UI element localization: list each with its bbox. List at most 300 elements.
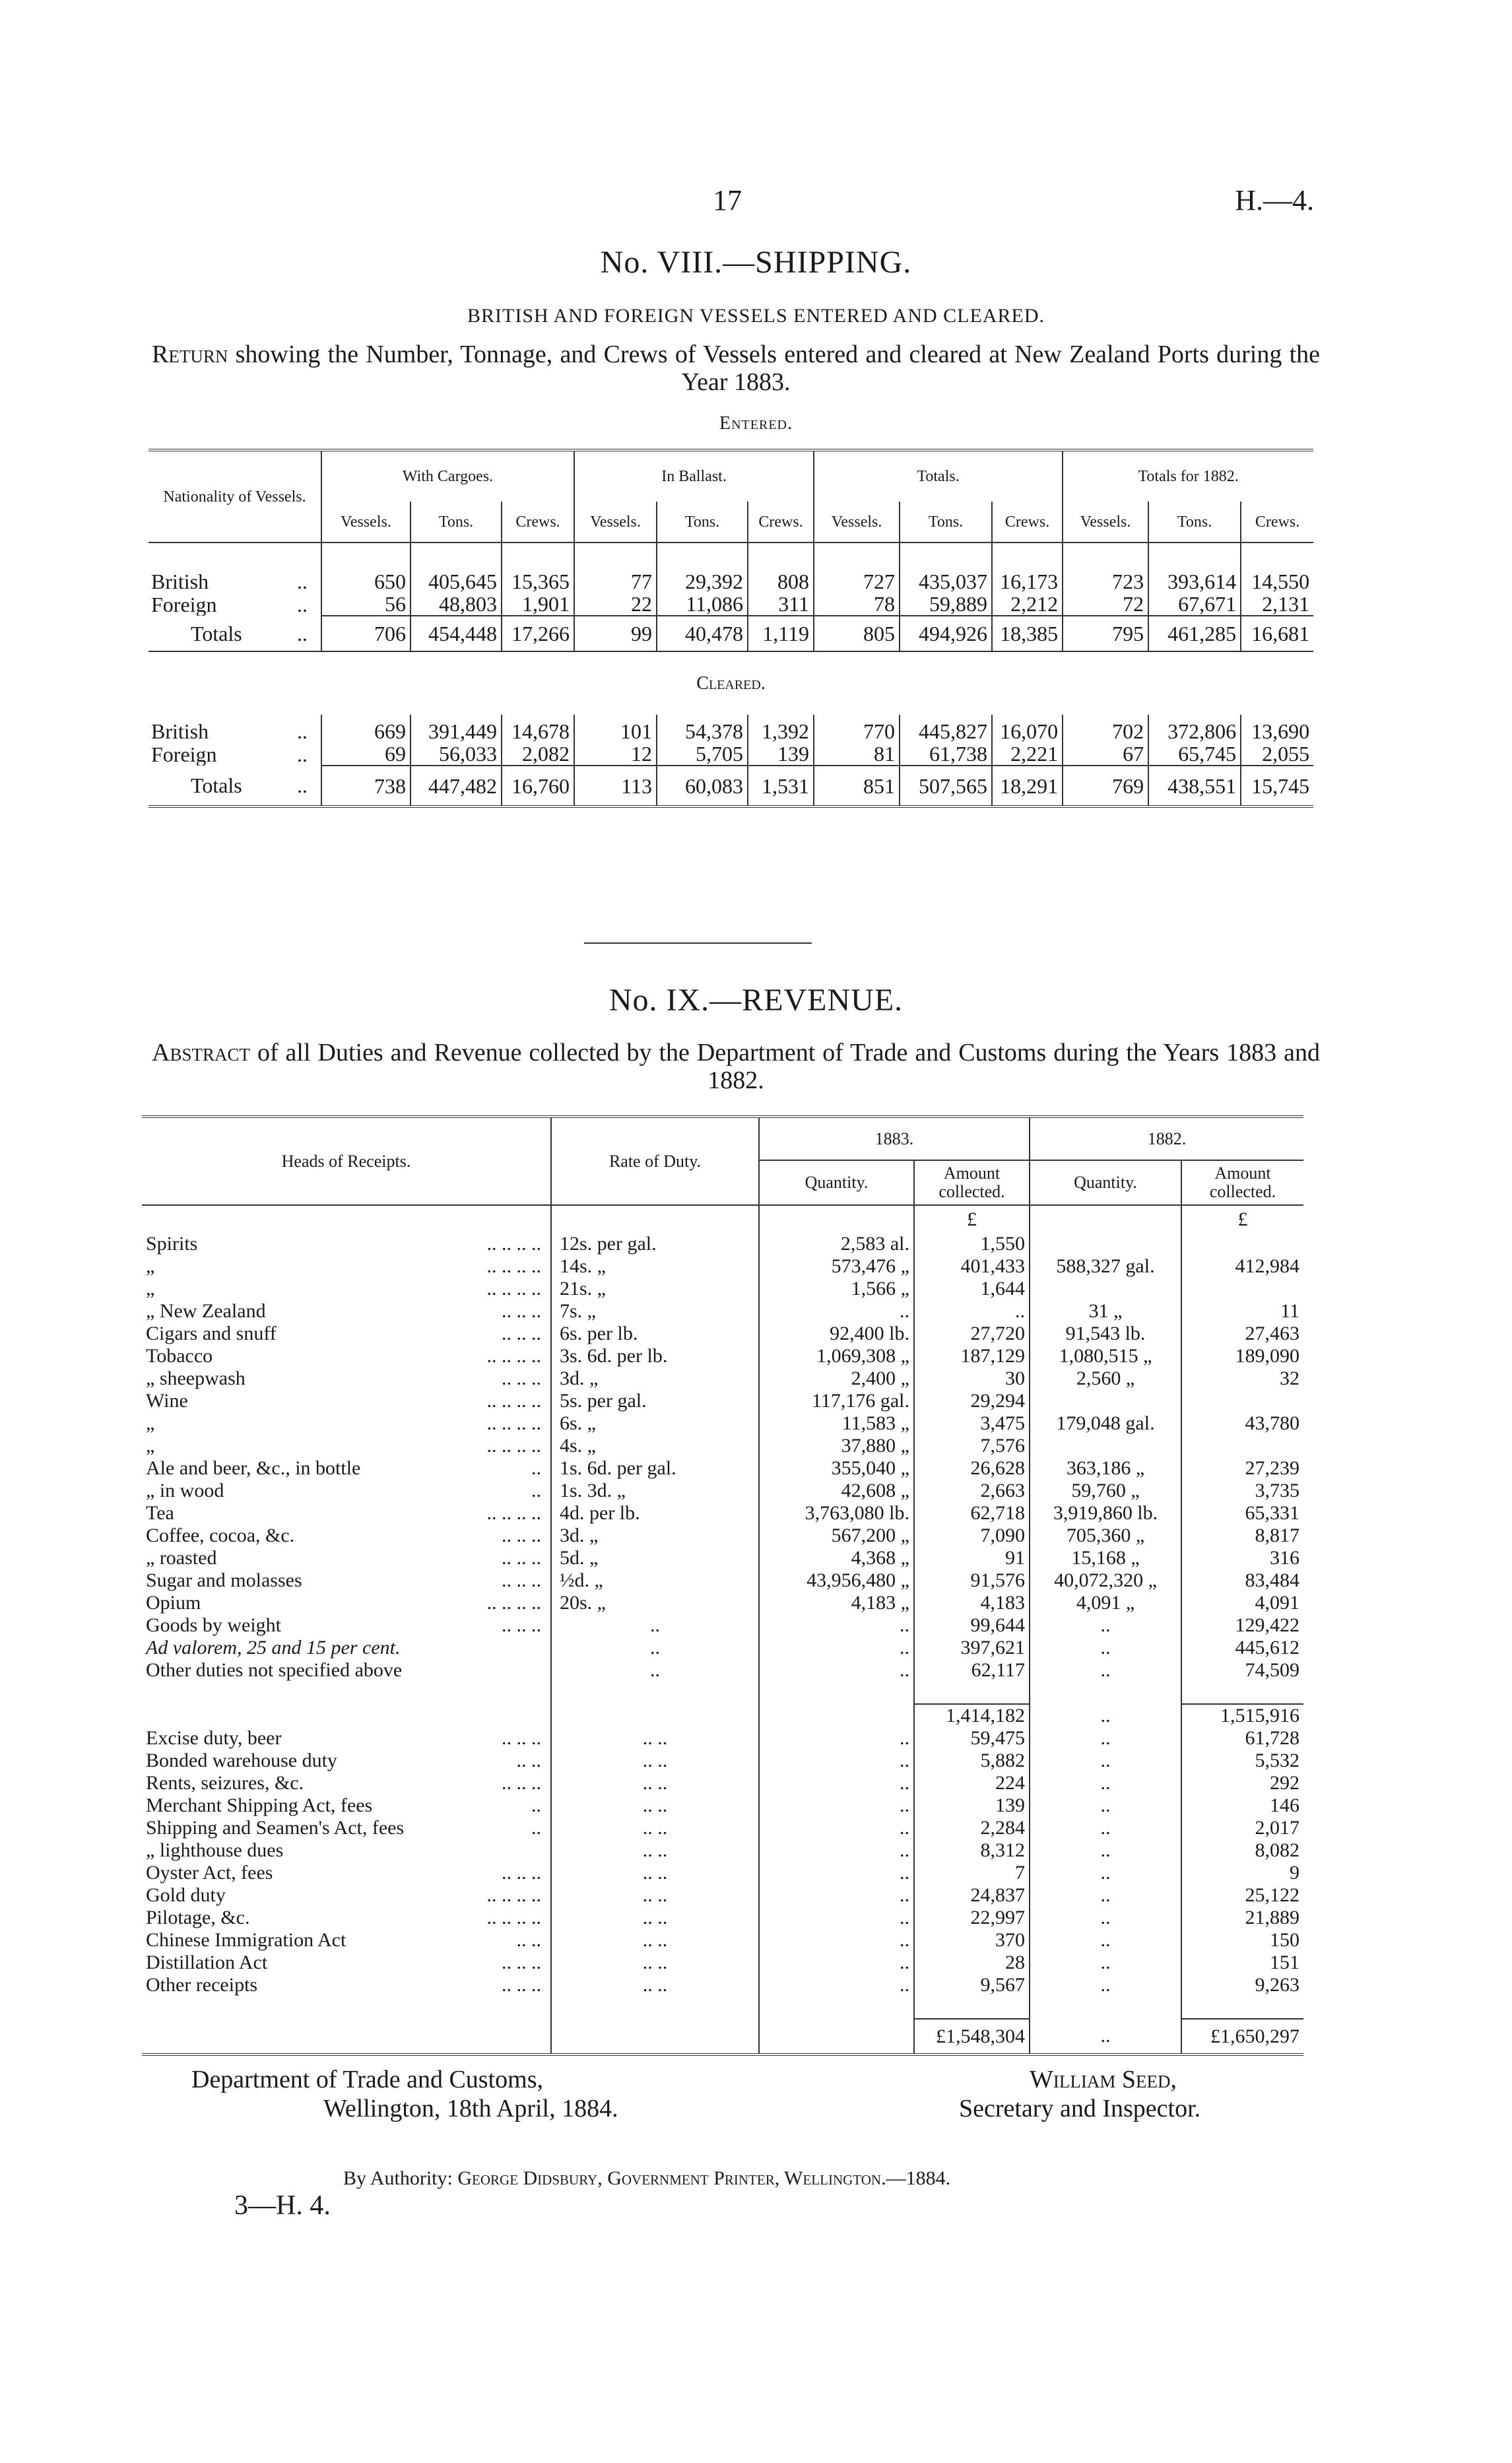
cell-a82 [1181, 1390, 1303, 1412]
cell-a82: 4,091 [1181, 1592, 1303, 1614]
receipt-head: Gold duty [146, 1884, 226, 1906]
cell-value: 13,690 [1241, 720, 1313, 742]
cell-rate: .. [551, 1637, 759, 1659]
cell-a82: 150 [1181, 1929, 1303, 1952]
cell-q83: .. [759, 1772, 914, 1794]
cell-rate: .. [551, 1659, 759, 1682]
cell-q82: .. [1030, 1637, 1181, 1659]
leader-dots: .. .. .. [502, 1614, 541, 1636]
leader-dots: .. .. .. .. [486, 1278, 541, 1299]
cell-a82 [1181, 1278, 1303, 1300]
revenue-row [142, 1884, 1303, 1907]
cell-value: 139 [748, 742, 814, 766]
cell-rate: 21s. „ [551, 1278, 759, 1300]
revenue-row [142, 1547, 1303, 1569]
revenue-description-text: of all Duties and Revenue collected by the Department of Trade and Customs during the Years 1883 and 1882. [257, 1039, 1320, 1094]
cell-q83: .. [759, 1750, 914, 1772]
revenue-row [142, 1345, 1303, 1367]
receipt-head: Wine [146, 1390, 188, 1412]
leader-dots: .. .. .. [502, 1300, 541, 1322]
cell-a82: 316 [1181, 1547, 1303, 1569]
cell-value: 15,745 [1241, 766, 1313, 806]
cell-value: 54,378 [657, 720, 748, 742]
receipt-head: Merchant Shipping Act, fees [146, 1794, 373, 1816]
nationality-row [148, 570, 1313, 593]
cell-rate: .. .. [551, 1794, 759, 1817]
cell-value: 2,082 [502, 742, 574, 766]
receipt-head: Sugar and molasses [146, 1569, 302, 1591]
sub-header-crews: Crews. [748, 502, 814, 542]
leader-dots: .. .. [516, 1929, 541, 1951]
cell-value: 18,385 [992, 616, 1063, 651]
leader-dots: .. .. .. [502, 1547, 541, 1569]
leader-dots: .. [297, 593, 308, 616]
receipt-head: „ [146, 1255, 155, 1277]
revenue-row [142, 1569, 1303, 1592]
revenue-row [142, 1614, 1303, 1637]
cell-q83: .. [759, 1817, 914, 1839]
cell-rate: .. .. [551, 1952, 759, 1974]
sub-header-crews: Crews. [1241, 502, 1313, 542]
cell-value: 77 [574, 570, 657, 593]
cell-value: 738 [321, 766, 411, 806]
cell-a83: 24,837 [914, 1884, 1030, 1907]
sheet-reference: 3—H. 4. [234, 2190, 331, 2221]
revenue-description [152, 1039, 1320, 1094]
revenue-row [142, 1952, 1303, 1974]
quantity-1883-header: Quantity. [759, 1160, 914, 1205]
cell-rate: 5s. per gal. [551, 1390, 759, 1412]
cell-a82: 151 [1181, 1952, 1303, 1974]
cell-a82 [1181, 1435, 1303, 1457]
cell-value: 69 [321, 742, 411, 766]
page-number: 17 [713, 184, 742, 216]
receipt-head: Tobacco [146, 1345, 213, 1367]
cell-rate: .. .. [551, 1884, 759, 1907]
row-label: British [151, 570, 209, 593]
cell-rate: 20s. „ [551, 1592, 759, 1614]
cell-value: 770 [814, 720, 900, 742]
cell-q83: .. [759, 1659, 914, 1682]
leader-dots: .. [531, 1457, 541, 1479]
cell-a83: 224 [914, 1772, 1030, 1794]
currency-symbol: £ [1181, 1205, 1303, 1233]
cell-a83: 8,312 [914, 1839, 1030, 1862]
cell-value: 5,705 [657, 742, 748, 766]
cell-a82: 25,122 [1181, 1884, 1303, 1907]
cell-a82: 83,484 [1181, 1569, 1303, 1592]
cell-value: 16,760 [502, 766, 574, 806]
cell-value: 393,614 [1148, 570, 1241, 593]
subtotal-a82: 1,515,916 [1181, 1704, 1303, 1727]
cell-q82: 4,091 „ [1030, 1592, 1181, 1614]
receipt-head: Distillation Act [146, 1952, 268, 1973]
receipt-head: Coffee, cocoa, &c. [146, 1525, 295, 1546]
receipt-head: „ lighthouse dues [146, 1839, 284, 1861]
revenue-row [142, 1929, 1303, 1952]
cell-q83: .. [759, 1614, 914, 1637]
signatory-name: William Seed, [1030, 2066, 1177, 2093]
cell-a82: 61,728 [1181, 1727, 1303, 1750]
cell-value: 16,681 [1241, 616, 1313, 651]
cell-q83: 1,566 „ [759, 1278, 914, 1300]
cell-q83: .. [759, 1637, 914, 1659]
cell-value: 72 [1063, 593, 1148, 616]
cell-rate: 1s. 3d. „ [551, 1480, 759, 1502]
cell-q82: 3,919,860 lb. [1030, 1502, 1181, 1525]
shipping-description-text: showing the Number, Tonnage, and Crews of Vessels entered and cleared at New Zealand Ports during the Year 1883. [235, 341, 1321, 396]
cell-a83: 99,644 [914, 1614, 1030, 1637]
leader-dots: .. .. .. [502, 1862, 541, 1884]
row-label: Foreign [151, 593, 217, 616]
cell-a82: 412,984 [1181, 1255, 1303, 1278]
receipt-head: Ad valorem, 25 and 15 per cent. [146, 1637, 401, 1658]
revenue-row [142, 1974, 1303, 1996]
cell-q82: .. [1030, 1862, 1181, 1884]
revenue-row [142, 1862, 1303, 1884]
cell-a83: 7,576 [914, 1435, 1030, 1457]
leader-dots: .. .. .. .. [486, 1502, 541, 1524]
cell-q83: 3,763,080 lb. [759, 1502, 914, 1525]
cell-a82: 32 [1181, 1367, 1303, 1390]
cell-a82: 21,889 [1181, 1907, 1303, 1929]
cell-a82: 27,463 [1181, 1323, 1303, 1345]
cell-value: 461,285 [1148, 616, 1241, 651]
cell-value: 48,803 [411, 593, 502, 616]
cell-value: 56 [321, 593, 411, 616]
cell-value: 67 [1063, 742, 1148, 766]
receipt-head: Oyster Act, fees [146, 1862, 273, 1884]
leader-dots: .. .. .. [502, 1367, 541, 1389]
leader-dots: .. .. .. [502, 1772, 541, 1794]
cell-rate: .. .. [551, 1727, 759, 1750]
cell-value: 81 [814, 742, 900, 766]
cell-q82: 588,327 gal. [1030, 1255, 1181, 1278]
cell-a82: 8,817 [1181, 1525, 1303, 1547]
leader-dots: .. [297, 720, 308, 742]
cell-a83: 370 [914, 1929, 1030, 1952]
cell-value: 56,033 [411, 742, 502, 766]
cell-value: 1,531 [748, 766, 814, 806]
cell-a83: 62,117 [914, 1659, 1030, 1682]
cell-value: 99 [574, 616, 657, 651]
cell-rate: .. .. [551, 1817, 759, 1839]
group-header-in-ballast: In Ballast. [574, 450, 814, 502]
sub-header-tons: Tons. [657, 502, 748, 542]
cell-value: 851 [814, 766, 900, 806]
cell-value: 65,745 [1148, 742, 1241, 766]
receipt-head: Bonded warehouse duty [146, 1750, 337, 1771]
cell-value: 60,083 [657, 766, 748, 806]
cell-value: 808 [748, 570, 814, 593]
authority-prefix: By Authority: [343, 2167, 453, 2189]
abstract-word: Abstract [152, 1039, 250, 1067]
receipt-head: „ New Zealand [146, 1300, 266, 1322]
cell-q82: .. [1030, 1929, 1181, 1952]
subtotal-q82: .. [1030, 1704, 1181, 1727]
cell-rate: 3s. 6d. per lb. [551, 1345, 759, 1367]
cell-a83: 26,628 [914, 1457, 1030, 1480]
receipt-head: Excise duty, beer [146, 1727, 282, 1749]
cell-q83: 37,880 „ [759, 1435, 914, 1457]
receipt-head: „ [146, 1435, 155, 1457]
sub-header-crews: Crews. [992, 502, 1063, 542]
subtotal-a83: 1,414,182 [914, 1704, 1030, 1727]
cell-q82: 1,080,515 „ [1030, 1345, 1181, 1367]
cell-value: 14,678 [502, 720, 574, 742]
cell-a82: 8,082 [1181, 1839, 1303, 1862]
cell-q82 [1030, 1233, 1181, 1255]
leader-dots: .. .. .. .. [486, 1233, 541, 1255]
cell-value: 372,806 [1148, 720, 1241, 742]
cell-q83: .. [759, 1952, 914, 1974]
cell-value: 311 [748, 593, 814, 616]
grand-total-q82: .. [1030, 2019, 1181, 2054]
cell-rate: 3d. „ [551, 1367, 759, 1390]
leader-dots: .. [297, 621, 308, 645]
cell-value: 669 [321, 720, 411, 742]
cell-q83: .. [759, 1929, 914, 1952]
cell-a82: 129,422 [1181, 1614, 1303, 1637]
shipping-title: No. VIII.—SHIPPING. [600, 245, 912, 280]
cell-value: 22 [574, 593, 657, 616]
cell-q82: .. [1030, 1614, 1181, 1637]
revenue-row [142, 1300, 1303, 1323]
revenue-row [142, 1390, 1303, 1412]
cell-rate: 1s. 6d. per gal. [551, 1457, 759, 1480]
leader-dots: .. .. .. [502, 1525, 541, 1546]
cell-rate: .. .. [551, 1929, 759, 1952]
cleared-label: Cleared. [148, 651, 1313, 715]
cell-q83: .. [759, 1727, 914, 1750]
shipping-table [148, 449, 1313, 808]
cell-a82: 189,090 [1181, 1345, 1303, 1367]
totals-row [148, 616, 1313, 651]
cell-value: 650 [321, 570, 411, 593]
cell-value: 507,565 [900, 766, 992, 806]
cell-rate: .. .. [551, 1862, 759, 1884]
cell-a83: 30 [914, 1367, 1030, 1390]
receipt-head: Opium [146, 1592, 201, 1614]
cell-rate: 6s. „ [551, 1412, 759, 1435]
cell-a82: 27,239 [1181, 1457, 1303, 1480]
cell-a83: .. [914, 1300, 1030, 1323]
cell-q82: .. [1030, 1907, 1181, 1929]
group-header-totals-1882: Totals for 1882. [1063, 450, 1313, 502]
leader-dots: .. [297, 570, 308, 593]
revenue-row [142, 1907, 1303, 1929]
cell-a83: 139 [914, 1794, 1030, 1817]
cell-a83: 401,433 [914, 1255, 1030, 1278]
receipt-head: Pilotage, &c. [146, 1907, 250, 1928]
cell-rate: .. .. [551, 1750, 759, 1772]
revenue-row [142, 1412, 1303, 1435]
cell-value: 17,266 [502, 616, 574, 651]
cell-q83: 4,183 „ [759, 1592, 914, 1614]
cell-value: 16,173 [992, 570, 1063, 593]
cell-q82: .. [1030, 1817, 1181, 1839]
cell-q83: 92,400 lb. [759, 1323, 914, 1345]
cell-q83: .. [759, 1300, 914, 1323]
cell-value: 18,291 [992, 766, 1063, 806]
cell-q83: 117,176 gal. [759, 1390, 914, 1412]
customs-subtotal-row [142, 1704, 1303, 1727]
revenue-row [142, 1794, 1303, 1817]
revenue-row [142, 1255, 1303, 1278]
cell-q82: 31 „ [1030, 1300, 1181, 1323]
cell-value: 445,827 [900, 720, 992, 742]
cell-rate: .. .. [551, 1974, 759, 1996]
receipt-head: Chinese Immigration Act [146, 1929, 346, 1951]
cell-a83: 59,475 [914, 1727, 1030, 1750]
cell-value: 14,550 [1241, 570, 1313, 593]
cell-value: 391,449 [411, 720, 502, 742]
receipt-head: Spirits [146, 1233, 198, 1255]
receipt-head: Goods by weight [146, 1614, 281, 1636]
revenue-row [142, 1727, 1303, 1750]
cell-value: 67,671 [1148, 593, 1241, 616]
revenue-row [142, 1659, 1303, 1682]
revenue-row [142, 1817, 1303, 1839]
cell-value: 447,482 [411, 766, 502, 806]
leader-dots: .. [297, 773, 308, 797]
authority-text: George Didsbury, Government Printer, Wellington.—1884. [457, 2167, 951, 2189]
revenue-row [142, 1637, 1303, 1659]
sub-header-vessels: Vessels. [321, 502, 411, 542]
cell-a83: 91,576 [914, 1569, 1030, 1592]
nationality-row [148, 742, 1313, 766]
revenue-row [142, 1750, 1303, 1772]
cell-rate: .. .. [551, 1772, 759, 1794]
cell-rate: 4d. per lb. [551, 1502, 759, 1525]
cell-q83: 355,040 „ [759, 1457, 914, 1480]
leader-dots: .. [297, 742, 308, 766]
nationality-row [148, 593, 1313, 616]
revenue-row [142, 1772, 1303, 1794]
cell-value: 702 [1063, 720, 1148, 742]
cell-q83: .. [759, 1907, 914, 1929]
revenue-row [142, 1435, 1303, 1457]
cell-value: 12 [574, 742, 657, 766]
receipt-head: „ [146, 1278, 155, 1299]
cell-value: 61,738 [900, 742, 992, 766]
revenue-table [142, 1115, 1303, 2056]
sub-header-crews: Crews. [502, 502, 574, 542]
year-1883-header: 1883. [759, 1117, 1030, 1160]
leader-dots: .. .. .. [502, 1727, 541, 1749]
cell-q83: 4,368 „ [759, 1547, 914, 1569]
cell-q82: 2,560 „ [1030, 1367, 1181, 1390]
grand-total-a82: £1,650,297 [1181, 2019, 1303, 2054]
nationality-row [148, 720, 1313, 742]
leader-dots: .. .. .. .. [486, 1390, 541, 1412]
cell-q83: .. [759, 1974, 914, 1996]
leader-dots: .. .. .. [502, 1569, 541, 1591]
cell-a83: 29,294 [914, 1390, 1030, 1412]
cell-value: 59,889 [900, 593, 992, 616]
shipping-subtitle: BRITISH AND FOREIGN VESSELS ENTERED AND CLEARED. [467, 305, 1045, 327]
cell-value: 405,645 [411, 570, 502, 593]
cell-value: 1,392 [748, 720, 814, 742]
cell-q82: 363,186 „ [1030, 1457, 1181, 1480]
cell-q82: 179,048 gal. [1030, 1412, 1181, 1435]
sub-header-vessels: Vessels. [1063, 502, 1148, 542]
return-word: Return [152, 341, 228, 368]
cell-value: 1,901 [502, 593, 574, 616]
leader-dots: .. .. .. .. [486, 1435, 541, 1457]
cell-value: 1,119 [748, 616, 814, 651]
cell-a83: 1,644 [914, 1278, 1030, 1300]
sub-header-row [148, 502, 1313, 542]
cell-value: 795 [1063, 616, 1148, 651]
leader-dots: .. .. .. .. [486, 1255, 541, 1277]
heads-of-receipts-header: Heads of Receipts. [142, 1117, 551, 1205]
cell-rate: 12s. per gal. [551, 1233, 759, 1255]
leader-dots: .. .. .. [502, 1323, 541, 1344]
cell-value: 2,221 [992, 742, 1063, 766]
cell-q83: 1,069,308 „ [759, 1345, 914, 1367]
cell-value: 438,551 [1148, 766, 1241, 806]
cell-a83: 2,663 [914, 1480, 1030, 1502]
cell-q82: .. [1030, 1974, 1181, 1996]
cell-q82: .. [1030, 1750, 1181, 1772]
cell-value: 494,926 [900, 616, 992, 651]
sub-header-tons: Tons. [900, 502, 992, 542]
cell-value: 11,086 [657, 593, 748, 616]
cell-a82: 43,780 [1181, 1412, 1303, 1435]
department-line-1: Department of Trade and Customs, [191, 2066, 544, 2093]
cell-a82: 65,331 [1181, 1502, 1303, 1525]
cell-q83: .. [759, 1794, 914, 1817]
cell-a83: 3,475 [914, 1412, 1030, 1435]
cell-a82: 74,509 [1181, 1659, 1303, 1682]
cell-a83: 28 [914, 1952, 1030, 1974]
cell-q83: 573,476 „ [759, 1255, 914, 1278]
cell-a82 [1181, 1233, 1303, 1255]
sub-header-vessels: Vessels. [574, 502, 657, 542]
cell-q82: .. [1030, 1952, 1181, 1974]
receipt-head: Shipping and Seamen's Act, fees [146, 1817, 405, 1839]
cell-rate: .. .. [551, 1907, 759, 1929]
leader-dots: .. .. [516, 1750, 541, 1771]
receipt-head: „ sheepwash [146, 1367, 246, 1389]
cell-a82: 9,263 [1181, 1974, 1303, 1996]
amount-1883-header: Amount collected. [914, 1160, 1030, 1205]
cell-a82: 292 [1181, 1772, 1303, 1794]
cell-q83: 43,956,480 „ [759, 1569, 914, 1592]
cell-q82: 15,168 „ [1030, 1547, 1181, 1569]
signatory-title: Secretary and Inspector. [959, 2095, 1201, 2122]
revenue-row [142, 1839, 1303, 1862]
leader-dots: .. .. .. .. [486, 1884, 541, 1906]
cell-a83: 4,183 [914, 1592, 1030, 1614]
cell-a83: 7,090 [914, 1525, 1030, 1547]
cell-a83: 5,882 [914, 1750, 1030, 1772]
cell-q82: 59,760 „ [1030, 1480, 1181, 1502]
cell-a83: 22,997 [914, 1907, 1030, 1929]
cell-a83: 7 [914, 1862, 1030, 1884]
leader-dots: .. .. .. [502, 1974, 541, 1996]
cell-a82: 146 [1181, 1794, 1303, 1817]
cell-a82: 445,612 [1181, 1637, 1303, 1659]
cell-a83: 91 [914, 1547, 1030, 1569]
cell-a83: 1,550 [914, 1233, 1030, 1255]
cell-q83: 2,583 al. [759, 1233, 914, 1255]
cell-a83: 62,718 [914, 1502, 1030, 1525]
cell-a83: 397,621 [914, 1637, 1030, 1659]
cell-q82: 705,360 „ [1030, 1525, 1181, 1547]
cell-a82: 3,735 [1181, 1480, 1303, 1502]
